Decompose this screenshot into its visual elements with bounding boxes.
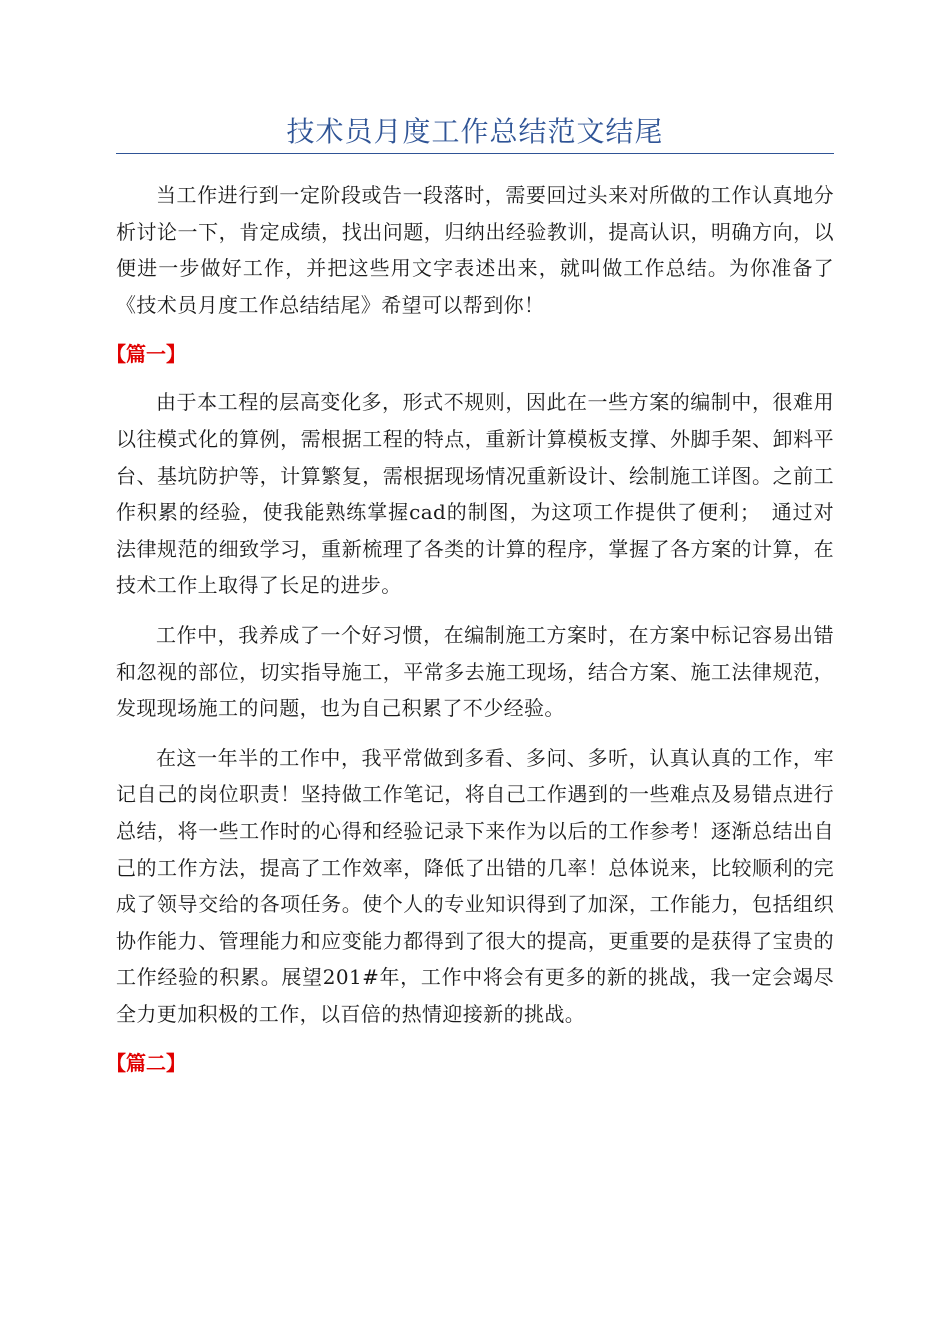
document-body: [106, 177, 834, 1093]
section-heading-1: 【篇一】: [106, 342, 186, 367]
section-1-paragraph-2: 工作中，我养成了一个好习惯，在编制施工方案时，在方案中标记容易出错和忽视的部位，切实指导施工，平常多去施工现场，结合方案、施工法律规范，发现现场施工的问题，也为自己积累了不少经验。: [116, 622, 834, 721]
section-1-paragraph-3: 在这一年半的工作中，我平常做到多看、多问、多听，认真认真的工作，牢记自己的岗位职责！坚持做工作笔记，将自己工作遇到的一些难点及易错点进行总结，将一些工作时的心得和经验记录下来作为以后的工作参考！逐渐总结出自己的工作方法，提高了工作效率，降低了出错的几率！总体说来，比较顺利的完成了领导交给的各项任务。使个人的专业知识得到了加深，工作能力，包括组织协作能力、管理能力和应变能力都得到了很大的提高，更重要的是获得了宝贵的工作经验的积累。展望201#年，工作中将会有更多的新的挑战，我一定会竭尽全力更加积极的工作，以百倍的热情迎接新的挑战。: [116, 745, 834, 1026]
document-title: 技术员月度工作总结范文结尾: [286, 115, 664, 148]
section-1-paragraph-1: 由于本工程的层高变化多，形式不规则，因此在一些方案的编制中，很难用以往模式化的算例，需根据工程的特点，重新计算模板支撑、外脚手架、卸料平台、基坑防护等，计算繁复，需根据现场情况重新设计、绘制施工详图。之前工作积累的经验，使我能熟练掌握cad的制图，为这项工作提供了便利； 通过对法律规范的细致学习，重新梳理了各类的计算的程序，掌握了各方案的计算，在技术工作上取得了长足的进步。: [116, 390, 834, 598]
title-underline: [116, 153, 834, 154]
intro-paragraph: 当工作进行到一定阶段或告一段落时，需要回过头来对所做的工作认真地分析讨论一下，肯定成绩，找出问题，归纳出经验教训，提高认识，明确方向，以便进一步做好工作，并把这些用文字表述出来，就叫做工作总结。为你准备了《技术员月度工作总结结尾》希望可以帮到你！: [116, 183, 834, 317]
section-heading-2: 【篇二】: [106, 1051, 186, 1076]
